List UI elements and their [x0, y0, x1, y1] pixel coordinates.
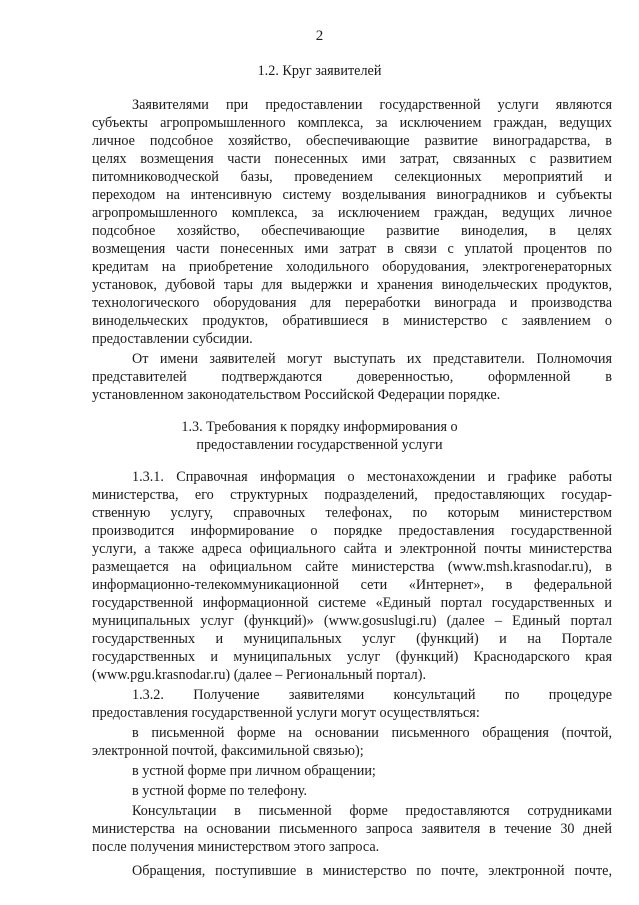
- paragraph-line: питомниководческой базы, проведением селекционных мероприятий и: [92, 169, 612, 185]
- paragraph-line: министерства, его структурных подразделений, предоставляющих государ-: [92, 487, 612, 503]
- paragraph-line: ственную услугу, справочных телефонах, по которым министерством: [92, 505, 612, 521]
- page-number: 2: [315, 28, 324, 44]
- paragraph-line: размещается на официальном сайте министерства (www.msh.krasnodar.ru), в: [92, 559, 612, 575]
- paragraph-line: государственных и муниципальных услуг (функций) Краснодарского края: [92, 649, 612, 665]
- paragraph-line: Обращения, поступившие в министерство по почте, электронной почте,: [132, 863, 612, 879]
- paragraph-line: возмещения части понесенных ими затрат в связи с уплатой процентов по: [92, 241, 612, 257]
- paragraph-line: государственной информационной системе «Единый портал государственных и: [92, 595, 612, 611]
- paragraph-line: производится информирование о порядке предоставления государственной: [92, 523, 612, 539]
- paragraph-line: в устной форме при личном обращении;: [132, 763, 376, 779]
- paragraph-line: услуги, а также адреса официального сайта и электронной почты министерства: [92, 541, 612, 557]
- paragraph-line: (www.pgu.krasnodar.ru) (далее – Региональный портал).: [92, 667, 427, 683]
- paragraph-line: предоставлении субсидии.: [92, 331, 253, 347]
- paragraph-line: Заявителями при предоставлении государственной услуги являются: [132, 97, 612, 113]
- section-heading-1-2: 1.2. Круг заявителей: [257, 63, 382, 79]
- paragraph-line: Консультации в письменной форме предоставляются сотрудниками: [132, 803, 612, 819]
- paragraph-line: предоставления государственной услуги могут осуществляться:: [92, 705, 480, 721]
- paragraph-line: в устной форме по телефону.: [132, 783, 308, 799]
- paragraph-line: подсобное хозяйство, обеспечивающие развитие виноделия, в целях: [92, 223, 612, 239]
- paragraph-line: установленном законодательством Российской Федерации порядке.: [92, 387, 501, 403]
- paragraph-line: личное подсобное хозяйство, обеспечивающие развитие виноградарства, в: [92, 133, 612, 149]
- paragraph-line: представителей подтверждаются доверенностью, оформленной в: [92, 369, 612, 385]
- paragraph-line: 1.3.2. Получение заявителями консультаций по процедуре: [132, 687, 612, 703]
- paragraph-line: муниципальных услуг (функций)» (www.gosuslugi.ru) (далее – Единый портал: [92, 613, 612, 629]
- paragraph-line: агропромышленного комплекса, за исключением граждан, ведущих личное: [92, 205, 612, 221]
- section-heading-1-3: 1.3. Требования к порядку информирования о: [181, 419, 458, 435]
- paragraph-line: министерства на основании письменного запроса заявителя в течение 30 дней: [92, 821, 612, 837]
- paragraph-line: установок, дубовой тары для выдержки и хранения винодельческих продуктов,: [92, 277, 612, 293]
- paragraph-line: в письменной форме на основании письменного обращения (почтой,: [132, 725, 612, 741]
- paragraph-line: кредитам на приобретение холодильного оборудования, электрогенераторных: [92, 259, 612, 275]
- paragraph-line: винодельческих продуктов, обратившиеся в министерство с заявлением о: [92, 313, 612, 329]
- paragraph-line: субъекты агропромышленного комплекса, за исключением граждан, ведущих: [92, 115, 612, 131]
- paragraph-line: целях возмещения части понесенных ими затрат, связанных с развитием: [92, 151, 612, 167]
- paragraph-line: государственных и муниципальных услуг (функций) и на Портале: [92, 631, 612, 647]
- paragraph-line: 1.3.1. Справочная информация о местонахождении и графике работы: [132, 469, 612, 485]
- section-heading-1-3-cont: предоставлении государственной услуги: [196, 437, 443, 453]
- paragraph-line: технологического оборудования для переработки винограда и производства: [92, 295, 612, 311]
- paragraph-line: информационно-телекоммуникационной сети «Интернет», в федеральной: [92, 577, 612, 593]
- paragraph-line: после получения министерством этого запроса.: [92, 839, 380, 855]
- paragraph-line: От имени заявителей могут выступать их представители. Полномочия: [132, 351, 612, 367]
- paragraph-line: переходом на интенсивную систему возделывания виноградников и субъекты: [92, 187, 612, 203]
- paragraph-line: электронной почтой, факсимильной связью);: [92, 743, 364, 759]
